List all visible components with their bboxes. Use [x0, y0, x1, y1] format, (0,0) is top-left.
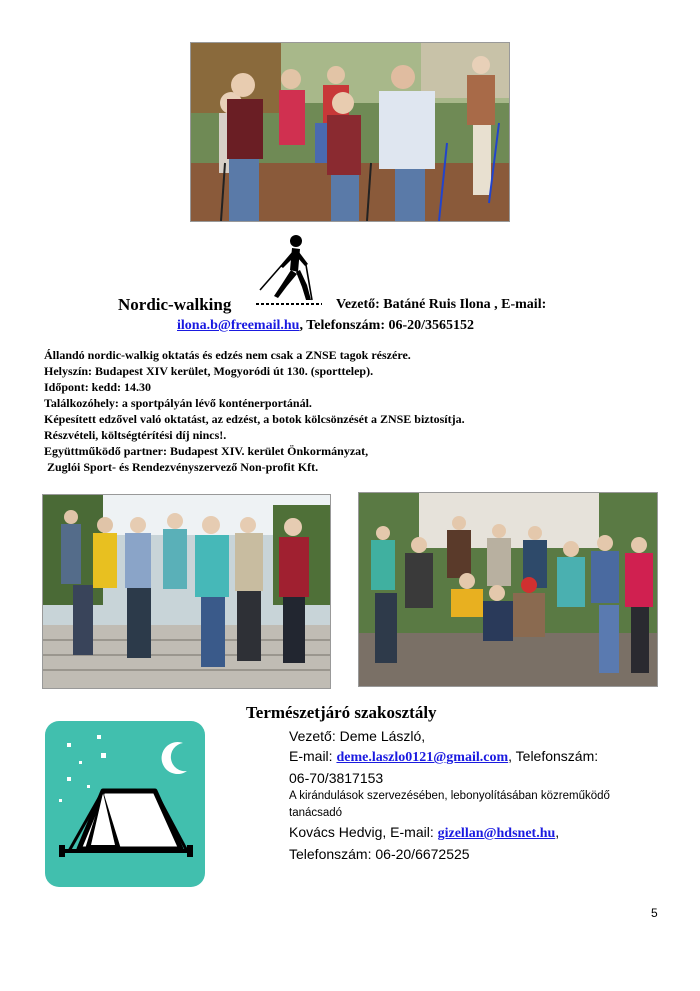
hiking-group-photo — [358, 492, 658, 687]
info-line: Részvételi, költségtérítési díj nincs!. — [44, 428, 227, 442]
advisor-note: A kirándulások szervezésében, lebonyolításában közreműködő tanácsadó — [289, 790, 610, 819]
info-line: Zuglói Sport- és Rendezvényszervező Non-profit Kft. — [44, 460, 319, 474]
phone-label: , Telefonszám: — [508, 748, 599, 764]
nordic-walking-group-photo — [190, 42, 510, 222]
info-line: Állandó nordic-walkig oktatás és edzés nem csak a ZNSE tagok részére. — [44, 348, 411, 362]
moon-icon — [162, 742, 187, 774]
email-label: E-mail: — [289, 748, 337, 764]
info-line: Találkozóhely: a sportpályán lévő konténerportánál. — [44, 396, 312, 410]
nordic-walker-icon — [254, 232, 324, 308]
deme-email-link[interactable]: deme.laszlo0121@gmail.com — [336, 750, 509, 765]
kovacs-phone: Telefonszám: 06-20/6672525 — [289, 846, 470, 862]
nordic-walking-leader: Vezető: Batáné Ruis Ilona , E-mail: — [336, 297, 547, 312]
termeszetjaro-email-line — [289, 746, 659, 768]
kovacs-line — [289, 822, 659, 844]
termeszetjaro-leader: Vezető: Deme László, — [289, 728, 426, 744]
info-line: Képesített edzővel való oktatást, az edzést, a botok kölcsönzését a ZNSE biztosítja. — [44, 412, 465, 426]
kovacs-label: Kovács Hedvig, E-mail: — [289, 824, 438, 840]
info-line: Helyszín: Budapest XIV kerület, Mogyoródi út 130. (sporttelep). — [44, 364, 374, 378]
info-line: Időpont: kedd: 14.30 — [44, 380, 152, 394]
termeszetjaro-contact-block — [289, 726, 659, 864]
group-on-steps-photo — [42, 494, 331, 689]
kovacs-comma: , — [555, 824, 560, 840]
nordic-email-link[interactable]: ilona.b@freemail.hu — [177, 318, 300, 333]
info-line: Együttműködő partner: Budapest XIV. kerület Önkormányzat, — [44, 444, 369, 458]
nordic-phone: , Telefonszám: 06-20/3565152 — [299, 318, 475, 333]
page-number: 5 — [651, 906, 658, 920]
nordic-walking-heading: Nordic-walking — [118, 295, 232, 314]
termeszetjaro-phone: 06-70/3817153 — [289, 770, 384, 786]
nordic-walking-contact — [177, 318, 474, 334]
tent-camp-icon — [45, 721, 205, 887]
kovacs-email-link[interactable]: gizellan@hdsnet.hu — [437, 826, 556, 841]
termeszetjaro-heading: Természetjáró szakosztály — [246, 703, 437, 722]
nordic-info-block — [44, 347, 465, 475]
